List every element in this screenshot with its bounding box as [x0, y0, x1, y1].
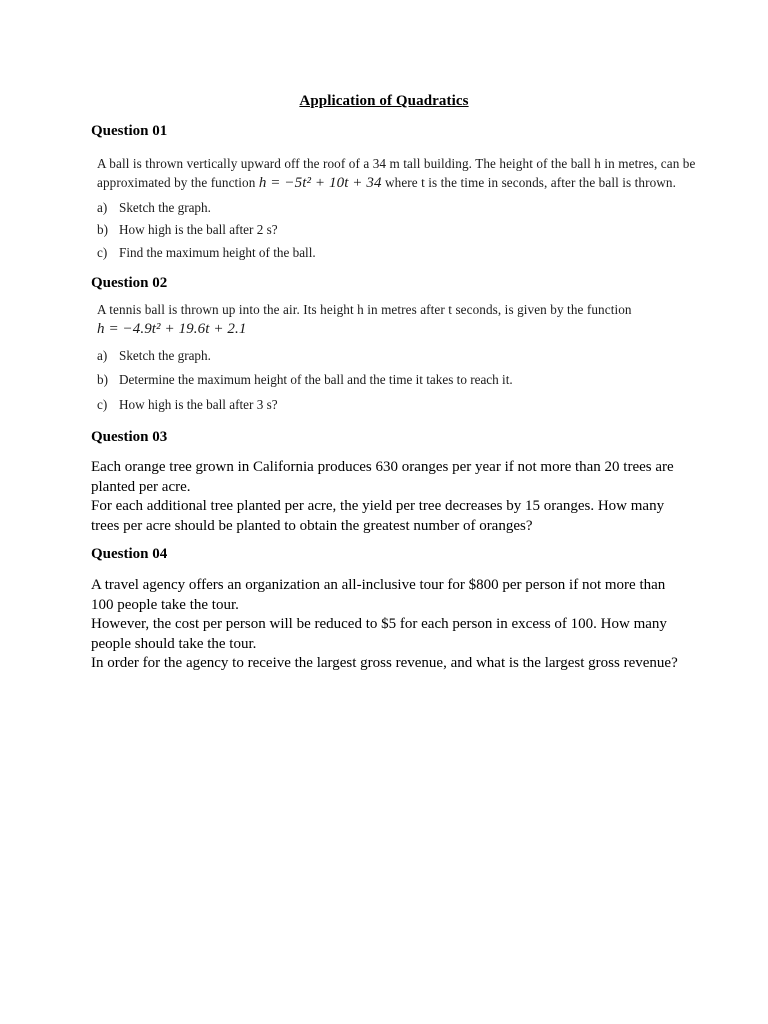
question-01-item-c — [97, 245, 316, 261]
question-03-paragraph-1: Each orange tree grown in California produces 630 oranges per year if not more than 20 trees are planted per acre. — [91, 459, 674, 495]
item-text: Determine the maximum height of the ball and the time it takes to reach it. — [119, 372, 513, 387]
question-03-heading: Question 03 — [91, 429, 168, 445]
question-04-paragraph-1: A travel agency offers an organization an all-inclusive tour for $800 per person if not more than 100 people take the tour. — [91, 577, 666, 613]
question-02-item-b — [97, 372, 513, 388]
item-label: b) — [97, 372, 108, 387]
question-01-line-2 — [97, 175, 676, 192]
item-text: Find the maximum height of the ball. — [119, 245, 316, 260]
question-01-line-2-prefix: approximated by the function — [97, 175, 256, 190]
question-02-item-a — [97, 348, 211, 364]
question-02-formula: h = −4.9t² + 19.6t + 2.1 — [97, 321, 247, 337]
question-04-heading: Question 04 — [91, 546, 168, 562]
question-01-formula: h = −5t² + 10t + 34 — [258, 175, 382, 191]
question-01-item-b — [97, 222, 278, 238]
question-03-body — [91, 458, 681, 536]
page-title: Application of Quadratics — [299, 93, 469, 109]
question-01-line-1: A ball is thrown vertically upward off the roof of a 34 m tall building. The height of the ball h in metres, can be — [97, 156, 696, 171]
item-label: c) — [97, 397, 108, 412]
question-03-paragraph-2: For each additional tree planted per acre, the yield per tree decreases by 15 oranges. How many trees per acre should be planted to obtain the greatest number of oranges? — [91, 498, 665, 534]
question-02-line-2 — [97, 321, 246, 338]
question-04-body — [91, 576, 681, 674]
question-01-heading: Question 01 — [91, 123, 168, 139]
question-02-item-c — [97, 397, 278, 413]
question-02-line-1: A tennis ball is thrown up into the air. Its height h in metres after t seconds, is given by the function — [97, 302, 632, 317]
item-label: a) — [97, 348, 108, 363]
item-label: a) — [97, 200, 108, 215]
question-02-heading: Question 02 — [91, 275, 168, 291]
question-01-item-a — [97, 200, 211, 216]
item-text: How high is the ball after 3 s? — [119, 397, 278, 412]
item-label: b) — [97, 222, 108, 237]
item-text: Sketch the graph. — [119, 200, 211, 215]
item-text: How high is the ball after 2 s? — [119, 222, 278, 237]
item-text: Sketch the graph. — [119, 348, 211, 363]
item-label: c) — [97, 245, 108, 260]
question-04-paragraph-2: However, the cost per person will be reduced to $5 for each person in excess of 100. How many people should take the tour. — [91, 616, 667, 652]
question-01-line-2-suffix: where t is the time in seconds, after the ball is thrown. — [385, 175, 676, 190]
question-04-paragraph-3: In order for the agency to receive the largest gross revenue, and what is the largest gross revenue? — [91, 655, 678, 671]
